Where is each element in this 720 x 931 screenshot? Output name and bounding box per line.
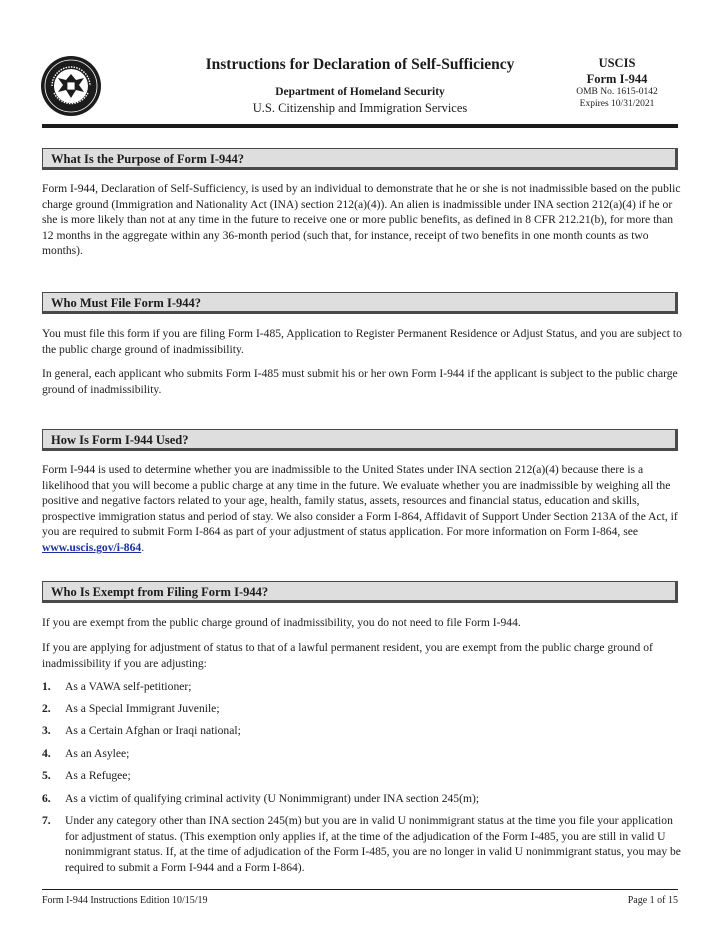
header-divider bbox=[42, 124, 678, 128]
section-heading-who-must-file: Who Must File Form I-944? bbox=[42, 292, 678, 314]
list-item: 4. As an Asylee; bbox=[42, 747, 130, 760]
list-item: 1. As a VAWA self-petitioner; bbox=[42, 680, 192, 693]
form-number: Form I-944 bbox=[586, 72, 648, 86]
form-meta bbox=[557, 56, 677, 110]
department-name: Department of Homeland Security bbox=[275, 86, 445, 98]
footer-edition: Form I-944 Instructions Edition 10/15/19 bbox=[42, 895, 208, 906]
footer-page-number: Page 1 of 15 bbox=[627, 895, 678, 906]
paragraph-who-must-file-1: You must file this form if you are filing Form I-485, Application to Register Permanent Residence or Adjust Status, and you are subject to the public charge ground of inadmissibility. bbox=[42, 327, 682, 356]
section-heading-purpose: What Is the Purpose of Form I-944? bbox=[42, 148, 678, 170]
omb-number: OMB No. 1615-0142 bbox=[576, 87, 658, 97]
uscis-i864-link[interactable]: www.uscis.gov/i-864 bbox=[42, 540, 142, 554]
list-item: 6. As a victim of qualifying criminal activity (U Nonimmigrant) under INA section 245(m); bbox=[42, 792, 480, 805]
document-title: Instructions for Declaration of Self-Sufficiency bbox=[205, 56, 515, 73]
section-heading-how-used: How Is Form I-944 Used? bbox=[42, 429, 678, 451]
section-heading-exempt: Who Is Exempt from Filing Form I-944? bbox=[42, 581, 678, 603]
paragraph-exempt-2: If you are applying for adjustment of status to that of a lawful permanent resident, you are exempt from the public charge ground of inadmissibility if you are adjusting: bbox=[42, 641, 653, 670]
expiration-date: Expires 10/31/2021 bbox=[579, 99, 655, 109]
footer-divider bbox=[42, 889, 678, 890]
list-item: 5. As a Refugee; bbox=[42, 769, 131, 782]
agency-short: USCIS bbox=[598, 56, 636, 70]
list-item: 7. Under any category other than INA section 245(m) but you are in valid U nonimmigrant status at the time you file your application for adjustment of status. (This exemption only applies if, at the time of the adjudication of the Form I-485, you are still in valid U nonimmigrant status. If, at the time of adjudication of the Form I-485, you are no longer in valid U nonimmigrant status, you may be required to submit a Form I-944 and a Form I-864). bbox=[42, 814, 681, 874]
list-item: 3. As a Certain Afghan or Iraqi national; bbox=[42, 724, 241, 737]
paragraph-who-must-file-2: In general, each applicant who submits Form I-485 must submit his or her own Form I-944 if the applicant is subject to the public charge ground of inadmissibility. bbox=[42, 367, 678, 396]
dhs-seal-icon bbox=[40, 55, 102, 117]
list-item: 2. As a Special Immigrant Juvenile; bbox=[42, 702, 220, 715]
paragraph-how-used: Form I-944 is used to determine whether you are inadmissible to the United States under INA section 212(a)(4) because there is a likelihood that you will become a public charge at any time in the future. We evaluate whether you are inadmissible by weighing all the positive and negative factors related to your age, health, family status, assets, resources and financial status, education and skills, prospective immigration status and period of stay. We also consider a Form I-864, Affidavit of Support Under Section 213A of the Act, if you are required to submit Form I-864 as part of your adjustment of status application. For more information on Form I-864, see www.uscis.gov/i-864. bbox=[42, 463, 678, 554]
paragraph-purpose: Form I-944, Declaration of Self-Sufficiency, is used by an individual to demonstrate that he or she is not inadmissible based on the public charge ground (Immigration and Nationality Act (INA) section 212(a)(4)). An alien is inadmissible under INA section 212(a)(4) if he or she is more likely than not at any time in the future to receive one or more public benefits, as defined in 8 CFR 212.21(b), for more than 12 months in the aggregate within any 36-month period (such that, for instance, receipt of two benefits in one month counts as two months). bbox=[42, 182, 681, 258]
agency-name: U.S. Citizenship and Immigration Services bbox=[252, 101, 468, 115]
paragraph-exempt-1: If you are exempt from the public charge ground of inadmissibility, you do not need to file Form I-944. bbox=[42, 616, 521, 629]
